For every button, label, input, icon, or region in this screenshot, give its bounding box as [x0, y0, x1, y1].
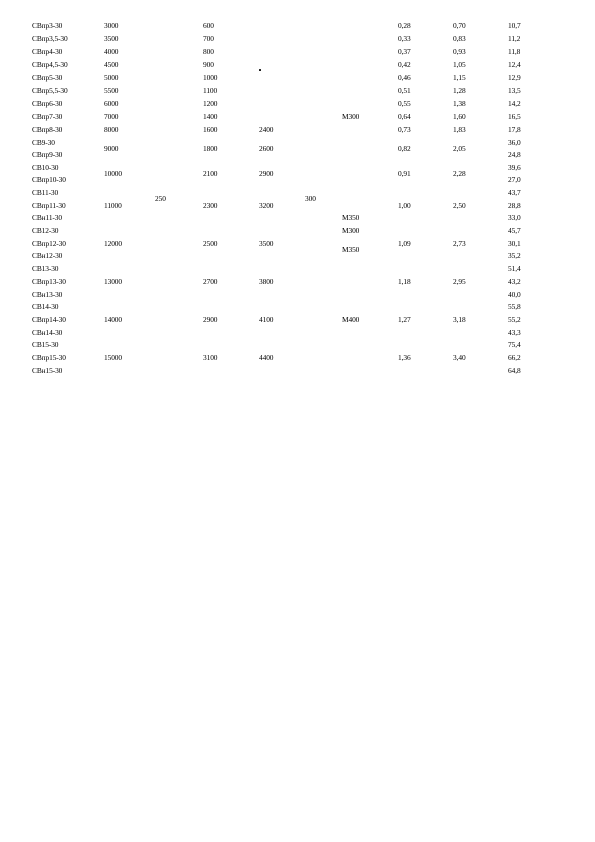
merged-width-cell: 250	[155, 194, 166, 203]
mass-cell: 1,38	[453, 99, 466, 108]
length-cell: 6000	[104, 99, 119, 108]
stray-dot-mark	[259, 69, 261, 71]
mass-cell: 0,93	[453, 47, 466, 56]
merged-concrete-volume-cell: 0,91	[398, 169, 411, 178]
span-cell: 700	[203, 34, 214, 43]
product-code-cell: СВпр6-30	[32, 99, 63, 108]
steel-consumption-cell: 75,4	[508, 340, 521, 349]
steel-consumption-cell: 40,0	[508, 290, 521, 299]
merged-span-cell: 2100	[203, 169, 218, 178]
steel-consumption-cell: 13,5	[508, 86, 521, 95]
product-code-cell: СВпр13-30	[32, 277, 66, 286]
product-code-cell: СВпр12-30	[32, 239, 66, 248]
mass-cell: 0,70	[453, 21, 466, 30]
merged-length-cell: 9000	[104, 144, 119, 153]
concrete-volume-cell: 1,36	[398, 353, 411, 362]
mass-cell: 0,83	[453, 34, 466, 43]
concrete-grade-cell: М300	[342, 112, 360, 121]
height-cell: 3200	[259, 201, 274, 210]
merged-mass-cell: 2,28	[453, 169, 466, 178]
mass-cell: 2,73	[453, 239, 466, 248]
concrete-volume-cell: 0,33	[398, 34, 411, 43]
merged-concrete-grade-cell: М350	[342, 245, 360, 254]
product-code-cell: СВ15-30	[32, 340, 59, 349]
concrete-grade-cell: М350	[342, 213, 360, 222]
product-code-cell: СВпр5,5-30	[32, 86, 68, 95]
span-cell: 3100	[203, 353, 218, 362]
merged-span-cell: 1800	[203, 144, 218, 153]
product-code-cell: СВпр4-30	[32, 47, 63, 56]
steel-consumption-cell: 35,2	[508, 251, 521, 260]
span-cell: 2500	[203, 239, 218, 248]
steel-consumption-cell: 12,4	[508, 60, 521, 69]
span-cell: 600	[203, 21, 214, 30]
span-cell: 2700	[203, 277, 218, 286]
merged-mass-cell: 2,05	[453, 144, 466, 153]
product-code-cell: СВпр10-30	[32, 175, 66, 184]
mass-cell: 1,28	[453, 86, 466, 95]
concrete-volume-cell: 0,51	[398, 86, 411, 95]
steel-consumption-cell: 43,2	[508, 277, 521, 286]
length-cell: 3500	[104, 34, 119, 43]
steel-consumption-cell: 43,3	[508, 328, 521, 337]
mass-cell: 1,83	[453, 125, 466, 134]
height-cell: 2400	[259, 125, 274, 134]
product-code-cell: СВ12-30	[32, 226, 59, 235]
length-cell: 4500	[104, 60, 119, 69]
concrete-volume-cell: 0,42	[398, 60, 411, 69]
concrete-volume-cell: 0,55	[398, 99, 411, 108]
steel-consumption-cell: 24,8	[508, 150, 521, 159]
product-code-cell: СВпр3-30	[32, 21, 63, 30]
length-cell: 12000	[104, 239, 122, 248]
span-cell: 1600	[203, 125, 218, 134]
mass-cell: 1,05	[453, 60, 466, 69]
steel-consumption-cell: 39,6	[508, 163, 521, 172]
length-cell: 4000	[104, 47, 119, 56]
steel-consumption-cell: 17,8	[508, 125, 521, 134]
steel-consumption-cell: 27,0	[508, 175, 521, 184]
steel-consumption-cell: 30,1	[508, 239, 521, 248]
mass-cell: 3,40	[453, 353, 466, 362]
product-code-cell: СВ13-30	[32, 264, 59, 273]
length-cell: 3000	[104, 21, 119, 30]
steel-consumption-cell: 11,8	[508, 47, 521, 56]
steel-consumption-cell: 55,8	[508, 302, 521, 311]
product-code-cell: СВ9-30	[32, 138, 55, 147]
steel-consumption-cell: 43,7	[508, 188, 521, 197]
concrete-volume-cell: 0,64	[398, 112, 411, 121]
product-code-cell: СВн12-30	[32, 251, 63, 260]
length-cell: 5500	[104, 86, 119, 95]
merged-concrete-volume-cell: 0,82	[398, 144, 411, 153]
length-cell: 5000	[104, 73, 119, 82]
concrete-grade-cell: М400	[342, 315, 360, 324]
merged-height-cell: 2900	[259, 169, 274, 178]
span-cell: 1000	[203, 73, 218, 82]
product-code-cell: СВн14-30	[32, 328, 63, 337]
span-cell: 2900	[203, 315, 218, 324]
steel-consumption-cell: 45,7	[508, 226, 521, 235]
mass-cell: 2,50	[453, 201, 466, 210]
concrete-volume-cell: 1,09	[398, 239, 411, 248]
product-code-cell: СВн11-30	[32, 213, 62, 222]
length-cell: 11000	[104, 201, 122, 210]
length-cell: 14000	[104, 315, 122, 324]
merged-length-cell: 10000	[104, 169, 122, 178]
product-code-cell: СВпр7-30	[32, 112, 63, 121]
height-cell: 4400	[259, 353, 274, 362]
span-cell: 900	[203, 60, 214, 69]
product-code-cell: СВпр15-30	[32, 353, 66, 362]
concrete-volume-cell: 0,73	[398, 125, 411, 134]
length-cell: 8000	[104, 125, 119, 134]
product-code-cell: СВпр5-30	[32, 73, 63, 82]
concrete-volume-cell: 1,27	[398, 315, 411, 324]
steel-consumption-cell: 33,0	[508, 213, 521, 222]
merged-height-cell: 2600	[259, 144, 274, 153]
steel-consumption-cell: 11,2	[508, 34, 521, 43]
steel-consumption-cell: 36,0	[508, 138, 521, 147]
steel-consumption-cell: 16,5	[508, 112, 521, 121]
product-code-cell: СВпр9-30	[32, 150, 63, 159]
product-code-cell: СВ11-30	[32, 188, 59, 197]
product-code-cell: СВпр4,5-30	[32, 60, 68, 69]
steel-consumption-cell: 66,2	[508, 353, 521, 362]
mass-cell: 3,18	[453, 315, 466, 324]
product-code-cell: СВпр3,5-30	[32, 34, 68, 43]
height-cell: 3500	[259, 239, 274, 248]
product-code-cell: СВн13-30	[32, 290, 63, 299]
steel-consumption-cell: 51,4	[508, 264, 521, 273]
height-cell: 3800	[259, 277, 274, 286]
steel-consumption-cell: 12,9	[508, 73, 521, 82]
concrete-volume-cell: 0,37	[398, 47, 411, 56]
concrete-volume-cell: 1,18	[398, 277, 411, 286]
product-code-cell: СВ10-30	[32, 163, 59, 172]
merged-thickness-cell: 300	[305, 194, 316, 203]
span-cell: 2300	[203, 201, 218, 210]
span-cell: 1200	[203, 99, 218, 108]
span-cell: 1400	[203, 112, 218, 121]
mass-cell: 1,15	[453, 73, 466, 82]
steel-consumption-cell: 14,2	[508, 99, 521, 108]
product-code-cell: СВпр11-30	[32, 201, 66, 210]
steel-consumption-cell: 28,8	[508, 201, 521, 210]
length-cell: 13000	[104, 277, 122, 286]
concrete-volume-cell: 1,00	[398, 201, 411, 210]
concrete-grade-cell: М300	[342, 226, 360, 235]
concrete-volume-cell: 0,28	[398, 21, 411, 30]
product-code-cell: СВпр14-30	[32, 315, 66, 324]
steel-consumption-cell: 10,7	[508, 21, 521, 30]
product-code-cell: СВпр8-30	[32, 125, 63, 134]
steel-consumption-cell: 64,8	[508, 366, 521, 375]
product-code-cell: СВн15-30	[32, 366, 63, 375]
length-cell: 7000	[104, 112, 119, 121]
mass-cell: 1,60	[453, 112, 466, 121]
product-code-cell: СВ14-30	[32, 302, 59, 311]
mass-cell: 2,95	[453, 277, 466, 286]
span-cell: 800	[203, 47, 214, 56]
span-cell: 1100	[203, 86, 218, 95]
height-cell: 4100	[259, 315, 274, 324]
steel-consumption-cell: 55,2	[508, 315, 521, 324]
concrete-volume-cell: 0,46	[398, 73, 411, 82]
length-cell: 15000	[104, 353, 122, 362]
